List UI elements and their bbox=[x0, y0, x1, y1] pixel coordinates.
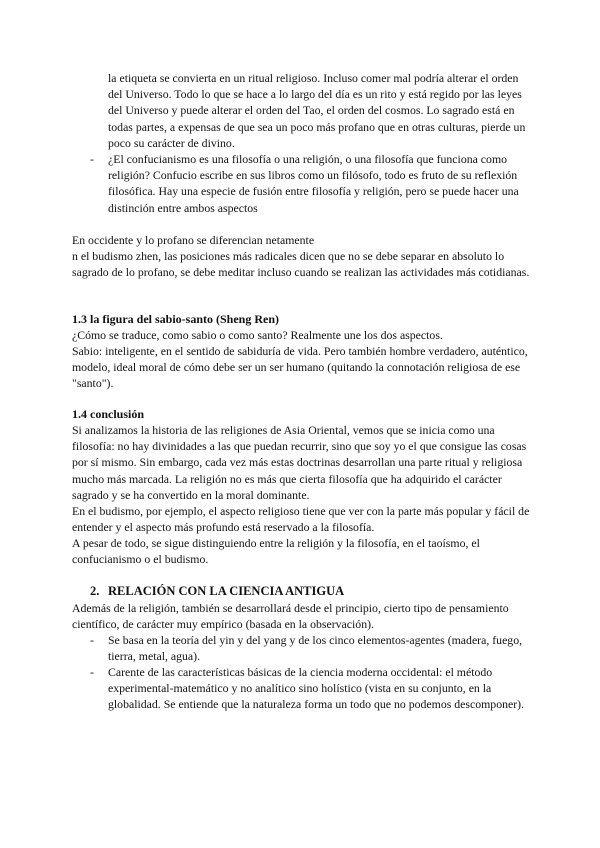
paragraph-sabio: Sabio: inteligente, en el sentido de sabiduría de vida. Pero también hombre verdadero, auténtico, modelo, ideal moral de cómo debe ser un ser humano (quitando la connotación religiosa de ese "santo"). bbox=[72, 344, 528, 391]
paragraph-yin-yang: Se basa en la teoría del yin y del yang y de los cinco elementos-agentes (madera, fuego, tierra, metal, agua). bbox=[108, 633, 523, 664]
paragraph-traduccion: ¿Cómo se traduce, como sabio o como santo? Realmente une los dos aspectos. bbox=[72, 328, 443, 342]
section-heading-2 bbox=[90, 583, 344, 599]
paragraph-budismo: En el budismo, por ejemplo, el aspecto religioso tiene que ver con la parte más popular y fácil de entender y el aspecto más profundo está reservado a la filosofía. bbox=[72, 504, 530, 535]
paragraph-conclusion: Si analizamos la historia de las religiones de Asia Oriental, vemos que se inicia como una filosofía: no hay divinidades a las que puedan recurrir, sino que soy yo el que consigue las cosas por sí mismo. Sin embargo, cada vez más estas doctrinas desarrollan una parte ritual y religiosa mucho más marcada. La religión no es más que cierta filosofía que ha adquirido el carácter sagrado y se ha convertido en la moral dominante. bbox=[72, 423, 527, 502]
paragraph-budismo-zhen: n el budismo zhen, las posiciones más radicales dicen que no se debe separar en absoluto lo sagrado de lo profano, se debe meditar incluso cuando se realizan las actividades más cotidianas. bbox=[72, 249, 530, 280]
bullet-marker: - bbox=[90, 665, 94, 679]
bullet-marker: - bbox=[90, 633, 94, 647]
paragraph-occidente: En occidente y lo profano se diferencian netamente bbox=[72, 233, 315, 247]
bullet-marker: - bbox=[90, 152, 94, 166]
paragraph-carente: Carente de las características básicas de la ciencia moderna occidental: el método experimental-matemático y no analítico sino holístico (vista en su conjunto, en la globalidad. Se entiende que la naturaleza forma un todo que no podemos descomponer). bbox=[108, 665, 525, 712]
paragraph-etiqueta: la etiqueta se convierta en un ritual religioso. Incluso comer mal podría alterar el orden del Universo. Todo lo que se hace a lo largo del día es un rito y está regido por las leyes del Universo y puede alterar el orden del Tao, el orden del cosmos. Lo sagrado está en todas partes, a expensas de que sea un poco más profano que en otras culturas, pierde un poco su carácter de divino. bbox=[108, 71, 526, 150]
section-heading-1-4: 1.4 conclusión bbox=[72, 407, 145, 421]
paragraph-a-pesar: A pesar de todo, se sigue distinguiendo entre la religión y la filosofía, en el taoísmo, el confucianismo o el budismo. bbox=[72, 536, 480, 567]
section-heading-1-3: 1.3 la figura del sabio-santo (Sheng Ren) bbox=[72, 312, 280, 326]
paragraph-confucianismo: ¿El confucianismo es una filosofía o una religión, o una filosofía que funciona como religión? Confucio escribe en sus libros como un filósofo, todo es fruto de su reflexión filosófica. Hay una especie de fusión entre filosofía y religión, pero se puede hacer una distinción entre ambos aspectos bbox=[108, 152, 519, 215]
section-number: 2. bbox=[90, 584, 100, 598]
section-title: RELACIÓN CON LA CIENCIA ANTIGUA bbox=[108, 584, 345, 598]
paragraph-ciencia: Además de la religión, también se desarrollará desde el principio, cierto tipo de pensamiento científico, de carácter muy empírico (basada en la observación). bbox=[72, 601, 509, 632]
